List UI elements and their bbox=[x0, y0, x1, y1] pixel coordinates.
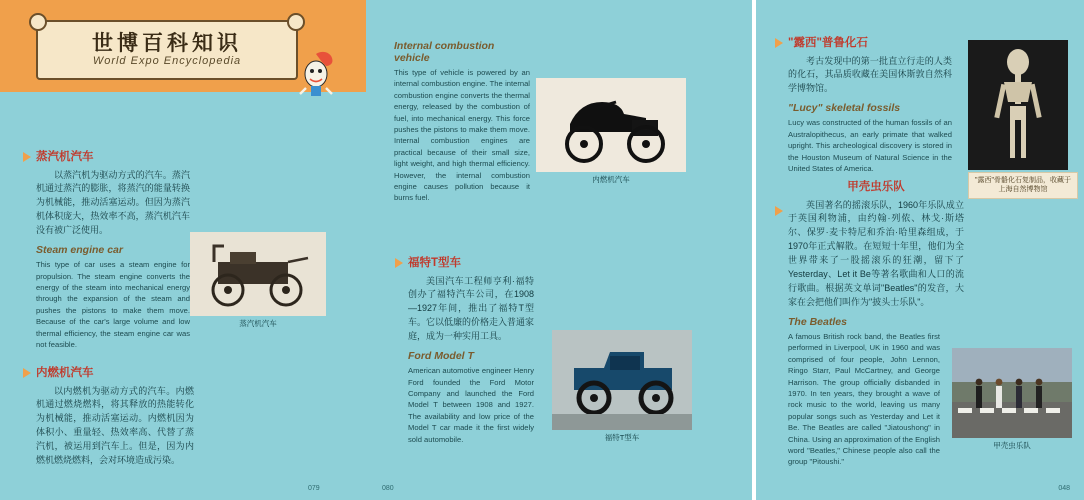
figure-steam-engine-car bbox=[190, 232, 326, 328]
left-column-2 bbox=[394, 40, 530, 210]
heading-internal-combustion-cn: 内燃机汽车 bbox=[36, 367, 94, 379]
section-lucy-fossils bbox=[788, 36, 952, 174]
figure-beatles-abbey-road bbox=[952, 348, 1072, 450]
figure-caption-ic-car: 内燃机汽车 bbox=[592, 175, 630, 184]
heading-lucy-en: "Lucy" skeletal fossils bbox=[788, 102, 901, 115]
figure-image-steam-car bbox=[190, 232, 326, 316]
body-beatles-en: A famous British rock band, the Beatles first performed in Liverpool, UK in 1960 and was comprised of four people, John Lennon, Ringo Starr, Paul McCartney, and George Harrison. The group officially disbanded in 1970. In ten years, they brought a wave of rock music to the world, leaving us many popular songs such as Yesterday and Let it Be. The Beatles are called "Jiatoushong" in China. Using an approximation of the English word "Beatles," Chinese people also call the group "Pitoushi." bbox=[788, 332, 940, 467]
figure-image-ford-model-t bbox=[552, 330, 692, 430]
page-number-left-2: 080 bbox=[382, 485, 394, 492]
banner-plate bbox=[36, 20, 298, 80]
banner-title-cn: 世博百科知识 bbox=[92, 32, 242, 55]
page-number-left: 079 bbox=[308, 485, 320, 492]
heading-beatles-en: The Beatles bbox=[788, 316, 847, 329]
page-number-right: 048 bbox=[1058, 485, 1070, 492]
section-ford-model-t bbox=[408, 256, 534, 445]
header-banner bbox=[0, 0, 366, 92]
figure-lucy-skeleton bbox=[968, 40, 1071, 194]
body-lucy-cn: 考古发现中的第一批直立行走的人类的化石，其品质收藏在美国休斯敦自然科学博物馆。 bbox=[788, 55, 952, 94]
heading-ford-model-t-en: Ford Model T bbox=[408, 350, 474, 363]
heading-ford-model-t-cn: 福特T型车 bbox=[408, 257, 462, 269]
section-internal-combustion-vehicle-en bbox=[394, 40, 530, 204]
heading-lucy-cn: "露西"普鲁化石 bbox=[788, 37, 868, 49]
left-column-1-lower bbox=[22, 366, 194, 474]
bullet-arrow-icon bbox=[775, 38, 783, 48]
right-column-beatles bbox=[774, 180, 964, 474]
bullet-arrow-icon bbox=[395, 258, 403, 268]
heading-steam-engine-car-en: Steam engine car bbox=[36, 244, 123, 257]
section-steam-engine-car bbox=[36, 150, 190, 350]
figure-image-lucy-skeleton bbox=[968, 40, 1068, 170]
body-steam-engine-car-en: This type of car uses a steam engine for propulsion. The steam engine converts the energy of the steam into mechanical energy through the expansion of the steam and pushes the pistons to make them move. Because of the car's large volume and low thermal efficiency, the steam engine car was not feasible. bbox=[36, 260, 190, 349]
body-ford-model-t-en: American automotive engineer Henry Ford founded the Ford Motor Company and launched the Ford Model T between 1908 and 1927. The availability and low price of the Model T car made it the first widely sold automobile. bbox=[408, 366, 534, 444]
banner-title-en: World Expo Encyclopedia bbox=[92, 55, 242, 67]
right-spread bbox=[752, 0, 1084, 500]
figure-image-abbey-road bbox=[952, 348, 1072, 438]
bullet-arrow-icon bbox=[23, 152, 31, 162]
left-column-2-ford bbox=[394, 256, 534, 451]
figure-caption-steam-car: 蒸汽机汽车 bbox=[239, 319, 277, 328]
body-internal-combustion-vehicle-en: This type of vehicle is powered by an internal combustion engine. The internal combustion engine converts the thermal energy, released by the combustion of fuel, into mechanical energy. This force pushes the pistons to make them move. Internal combustion engines are practical because of their small size, light weight, and high thermal efficiency. However, the internal combustion engine causes pollution because it burns fuel. bbox=[394, 68, 530, 203]
right-column-lucy bbox=[774, 36, 952, 180]
figure-internal-combustion-car bbox=[536, 78, 686, 184]
mascot-icon bbox=[296, 48, 340, 100]
section-beatles bbox=[788, 180, 964, 468]
body-internal-combustion-cn: 以内燃机为驱动方式的汽车。内燃机通过燃烧燃料，将其释放的热能转化为机械能，推动活塞运动。内燃机因为体积小、重量轻、热效率高、代替了蒸汽机，被运用到汽车上。但是，因为内燃机燃烧燃料，会对环境造成污染。 bbox=[36, 385, 194, 466]
body-ford-model-t-cn: 美国汽车工程师亨利·福特创办了福特汽车公司，在1908—1927年间，推出了福特T型车。它以低廉的价格走入普通家庭，成为一种实用工具。 bbox=[408, 275, 535, 342]
left-column-1 bbox=[22, 150, 190, 356]
body-lucy-en: Lucy was constructed of the human fossils of an Australopithecus, an early primate that walked upright. This archeological discovery is stored in the Houston Museum of Natural Science in the United States of America. bbox=[788, 118, 952, 173]
heading-beatles-cn: 甲壳虫乐队 bbox=[847, 181, 905, 193]
body-steam-engine-car-cn: 以蒸汽机为驱动方式的汽车。蒸汽机通过蒸汽的膨胀，将蒸汽的能量转换为机械能，推动活塞运动。但因为蒸汽机体积庞大，热效率不高，蒸汽机汽车没有被广泛使用。 bbox=[36, 169, 190, 236]
heading-internal-combustion-vehicle-en: Internal combustion vehicle bbox=[394, 40, 495, 64]
figure-image-ic-car bbox=[536, 78, 686, 172]
heading-steam-engine-car-cn: 蒸汽机汽车 bbox=[36, 151, 94, 163]
figure-caption-beatles: 甲壳虫乐队 bbox=[993, 441, 1031, 450]
bullet-arrow-icon bbox=[775, 206, 783, 216]
figure-caption-ford-model-t: 福特T型车 bbox=[604, 433, 640, 442]
figure-caption-lucy-skeleton: "露西"骨骼化石复制品，收藏于上海自然博物馆 bbox=[968, 172, 1078, 199]
body-beatles-cn: 英国著名的摇滚乐队，1960年乐队成立于英国利物浦，由约翰·列侬、林戈·斯塔尔、保罗·麦卡特尼和乔治·哈里森组成，于1970年正式解散。在短短十年里，他们为全世界带来了一股摇滚乐的狂潮，留下了Yesterday、Let it Be等著名歌曲和人口的流行歌曲。根据英文单词"Beatles"的发音，大家在会把他们叫作为"披头士乐队"。 bbox=[788, 199, 964, 308]
bullet-arrow-icon bbox=[23, 368, 31, 378]
figure-ford-model-t bbox=[552, 330, 692, 442]
section-internal-combustion-car bbox=[36, 366, 194, 468]
